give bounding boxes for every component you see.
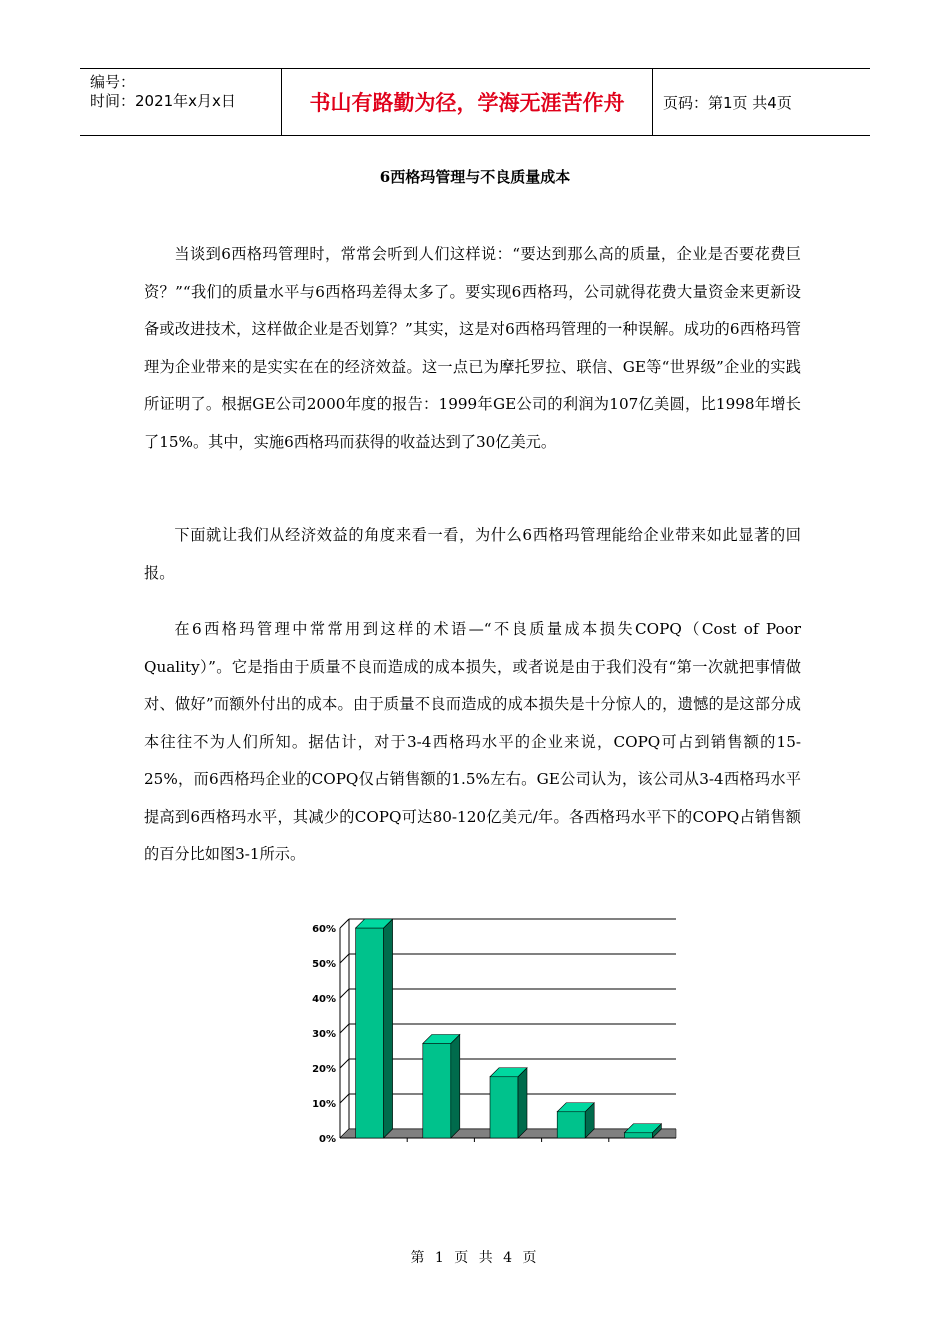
date-label: 时间：2021年x月x日 xyxy=(90,92,236,110)
header-motto: 书山有路勤为径，学海无涯苦作舟 xyxy=(281,69,653,135)
header-page-label: 页码：第1页 共4页 xyxy=(663,93,792,112)
gridline-depth xyxy=(340,919,349,928)
paragraph-3: 在6西格玛管理中常常用到这样的术语—“不良质量成本损失COPQ（Cost of Poor Quality）”。它是指由于质量不良而造成的成本损失，或者说是由于我们没有“第一次就把事情做对、做好”而额外付出的成本。由于质量不良而造成的成本损失是十分惊人的，遗憾的是这部分成本往往不为人们所知。据估计，对于3-4西格玛水平的企业来说，COPQ可占到销售额的15-25%，而6西格玛企业的COPQ仅占销售额的1.5%左右。GE公司认为，该公司从3-4西格玛水平提高到6西格玛水平，其减少的COPQ可达80-120亿美元/年。各西格玛水平下的COPQ占销售额的百分比如图3-1所示。 xyxy=(144,620,801,863)
gridline-depth xyxy=(340,1024,349,1033)
bar-side xyxy=(384,919,393,1138)
gridline-depth xyxy=(340,1094,349,1103)
gridline-depth xyxy=(340,954,349,963)
page-header xyxy=(80,68,870,136)
y-tick-label: 50% xyxy=(312,959,336,970)
bar xyxy=(624,1133,652,1138)
gridline-depth xyxy=(340,1059,349,1068)
y-tick-label: 0% xyxy=(319,1134,336,1145)
document-title: 6西格玛管理与不良质量成本 xyxy=(379,168,571,186)
bar xyxy=(356,928,384,1138)
copq-bar-chart xyxy=(290,905,690,1155)
bar xyxy=(557,1112,585,1138)
header-meta xyxy=(80,69,281,135)
y-tick-label: 10% xyxy=(312,1099,336,1110)
y-tick-label: 30% xyxy=(312,1029,336,1040)
number-label: 编号： xyxy=(90,73,136,91)
y-tick-label: 20% xyxy=(312,1064,336,1075)
bar xyxy=(490,1077,518,1138)
paragraph-1: 当谈到6西格玛管理时，常常会听到人们这样说：“要达到那么高的质量，企业是否要花费巨资？”“我们的质量水平与6西格玛差得太多了。要实现6西格玛，公司就得花费大量资金来更新设备或改进技术，这样做企业是否划算？”其实，这是对6西格玛管理的一种误解。成功的6西格玛管理为企业带来的是实实在在的经济效益。这一点已为摩托罗拉、联信、GE等“世界级”企业的实践所证明了。根据GE公司2000年度的报告：1999年GE公司的利润为107亿美圆，比1998年增长了15%。其中，实施6西格玛而获得的收益达到了30亿美元。 xyxy=(144,245,801,451)
bar-side xyxy=(518,1068,527,1138)
paragraph-2: 下面就让我们从经济效益的角度来看一看，为什么6西格玛管理能给企业带来如此显著的回报。 xyxy=(144,526,801,582)
y-tick-label: 40% xyxy=(312,994,336,1005)
gridline-depth xyxy=(340,989,349,998)
y-tick-label: 60% xyxy=(312,924,336,935)
page-footer: 第 1 页 共 4 页 xyxy=(410,1250,540,1266)
bar xyxy=(423,1044,451,1139)
bar-side xyxy=(451,1035,460,1139)
